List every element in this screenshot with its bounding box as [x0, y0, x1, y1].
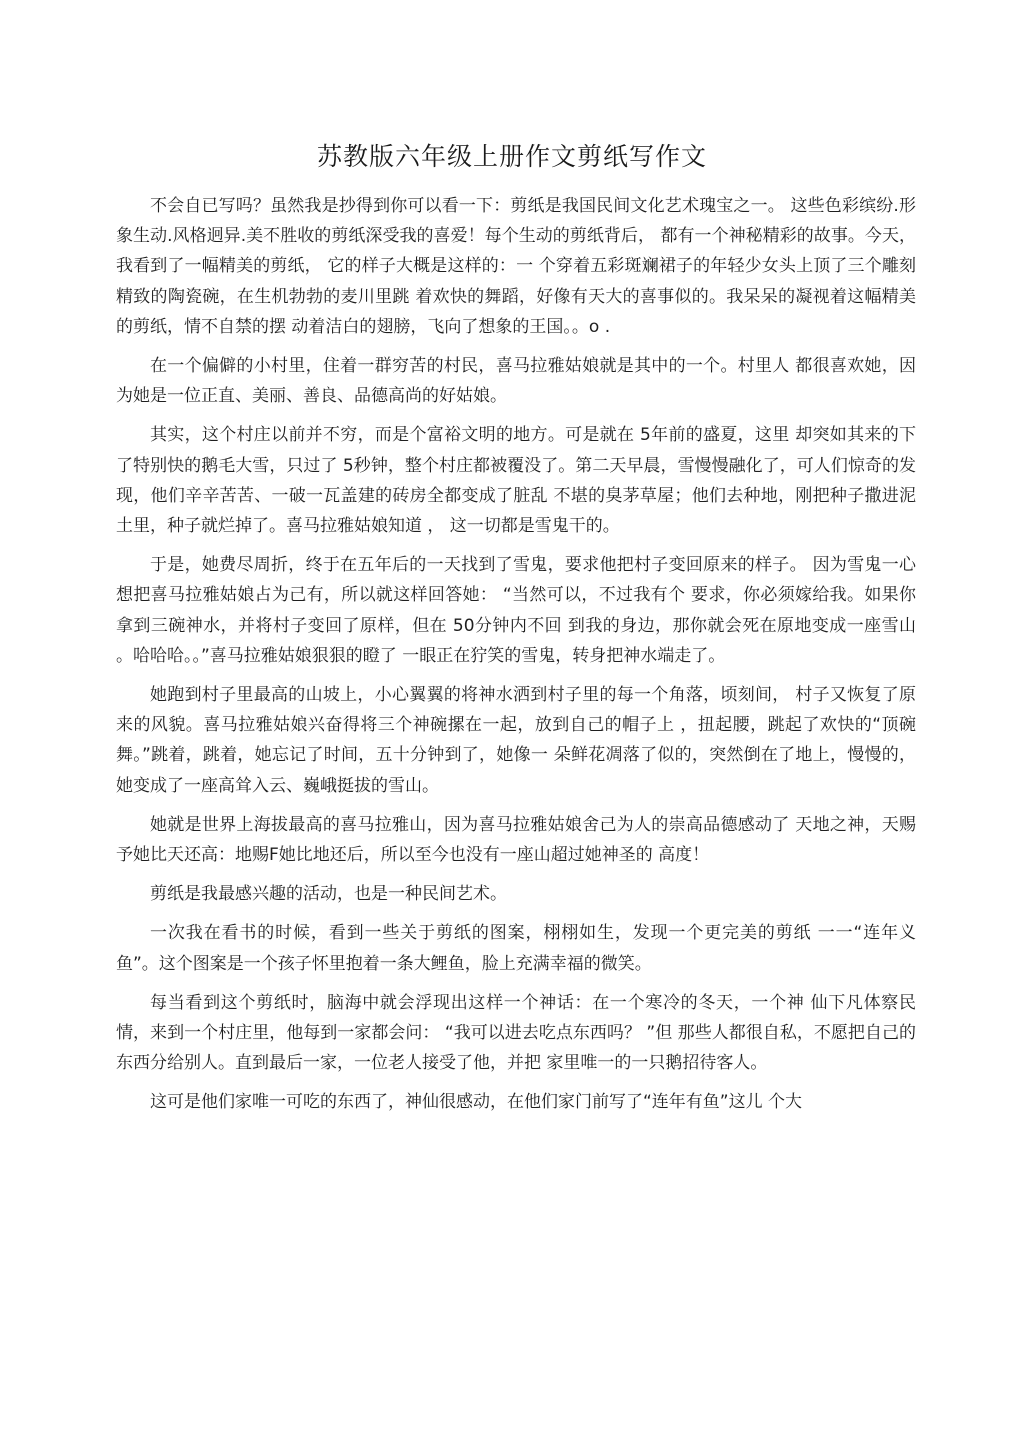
paragraph: 每当看到这个剪纸时，脑海中就会浮现出这样一个神话：在一个寒冷的冬天，一个神 仙下凡体察民情，来到一个村庄里，他每到一家都会问： “我可以进去吃点东西吗？ ”但 那些人都很自私，不愿把自己的东西分给别人。直到最后一家，一位老人接受了他，并把 家里唯一的一只鹅招待客人。 — [116, 992, 916, 1074]
paragraph: 剪纸是我最感兴趣的活动，也是一种民间艺术。 — [150, 884, 507, 905]
document-body — [116, 191, 916, 1127]
paragraph: 她就是世界上海拔最高的喜马拉雅山，因为喜马拉雅姑娘舍己为人的崇高品德感动了 天地之神，天赐予她比天还高：地赐F她比地还后，所以至今也没有一座山超过她神圣的 高度！ — [116, 814, 916, 866]
paragraph: 其实，这个村庄以前并不穷，而是个富裕文明的地方。可是就在 5年前的盛夏，这里 却突如其来的下了特别快的鹅毛大雪，只过了 5秒钟，整个村庄都被覆没了。第二天早晨，雪慢慢融化了，可人们惊奇的发现，他们辛辛苦苦、一破一瓦盖建的砖房全都变成了脏乱 不堪的臭茅草屋；他们去种地，刚把种子撒进泥土里，种子就烂掉了。喜马拉雅姑娘知道 ， 这一切都是雪鬼干的。 — [116, 425, 916, 537]
paragraph: 于是，她费尽周折，终于在五年后的一天找到了雪鬼，要求他把村子变回原来的样子。 因为雪鬼一心想把喜马拉雅姑娘占为己有，所以就这样回答她： “当然可以，不过我有个 要求，你必须嫁给我。如果你拿到三碗神水，并将村子变回了原样，但在 50分钟内不回 到我的身边，那你就会死在原地变成一座雪山 。哈哈哈。。”喜马拉雅姑娘狠狠的瞪了 一眼正在狞笑的雪鬼，转身把神水端走了。 — [116, 555, 916, 666]
paragraph: 一次我在看书的时候，看到一些关于剪纸的图案，栩栩如生，发现一个更完美的剪纸 一一“连年义鱼”。这个图案是一个孩子怀里抱着一条大鲤鱼，脸上充满幸福的微笑。 — [116, 923, 916, 974]
paragraph: 不会自已写吗？虽然我是抄得到你可以看一下：剪纸是我国民间文化艺术瑰宝之一。 这些色彩缤纷.形象生动.风格迥异.美不胜收的剪纸深受我的喜爱！每个生动的剪纸背后， 都有一个神秘精彩的故事。今天，我看到了一幅精美的剪纸， 它的样子大概是这样的：一 个穿着五彩斑斓裙子的年轻少女头上顶了三个雕刻精致的陶瓷碗，在生机勃勃的麦川里跳 着欢快的舞蹈，好像有天大的喜事似的。我呆呆的凝视着这幅精美的剪纸，情不自禁的摆 动着洁白的翅膀，飞向了想象的王国。。o . — [116, 196, 916, 337]
paragraph: 这可是他们家唯一可吃的东西了，神仙很感动，在他们家门前写了“连年有鱼”这儿 个大 — [150, 1092, 803, 1113]
document-title: 苏教版六年级上册作文剪纸写作文 — [316, 142, 707, 171]
paragraph: 在一个偏僻的小村里，住着一群穷苦的村民，喜马拉雅姑娘就是其中的一个。村里人 都很喜欢她，因为她是一位正直、美丽、善良、品德高尚的好姑娘。 — [116, 356, 916, 407]
paragraph: 她跑到村子里最高的山坡上，小心翼翼的将神水洒到村子里的每一个角落，顷刻间， 村子又恢复了原来的风貌。喜马拉雅姑娘兴奋得将三个神碗摞在一起，放到自己的帽子上 ，扭起腰，跳起了欢快的“顶碗舞。”跳着，跳着，她忘记了时间，五十分钟到了，她像一 朵鲜花凋落了似的，突然倒在了地上，慢慢的，她变成了一座高耸入云、巍峨挺拔的雪山。 — [116, 685, 916, 796]
